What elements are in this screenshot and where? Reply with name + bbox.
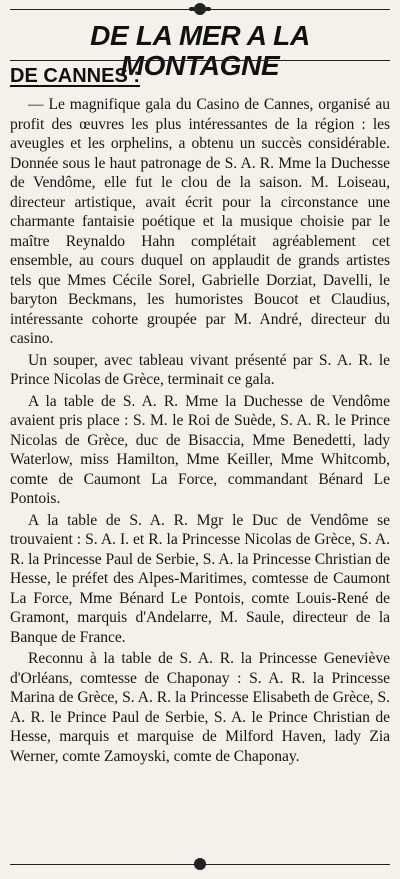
paragraph-table-duc: A la table de S. A. R. Mgr le Duc de Vendôme se trouvaient : S. A. I. et R. la Princesse Nicolas de Grèce, S. A. R. la Princesse Paul de Serbie, S. A. la Princesse Christian de Hesse, le préfet des Alpes-Maritimes, comtesse de Caumont La Force, Mme Bénard Le Pontois, comte Louis-René de Gramont, marquis d'Andelarre, M. Saule, directeur de la Banque de France. — [10, 511, 390, 646]
article-body — [10, 95, 390, 768]
headline-divider-rule — [10, 60, 390, 61]
paragraph-souper: Un souper, avec tableau vivant présenté par S. A. R. le Prince Nicolas de Grèce, terminait ce gala. — [10, 351, 390, 388]
paragraph-table-princesse: Reconnu à la table de S. A. R. la Princesse Geneviève d'Orléans, comtesse de Chaponay : S. A. R. la Princesse Marina de Grèce, S. A. R. la Princesse Elisabeth de Grèce, S. A. R. le Prince Paul de Serbie, S. A. le Prince Christian de Hesse, marquis et marquise de Milford Haven, lady Zia Werner, comte Zamoyski, comte de Chaponay. — [10, 650, 390, 765]
headline: DE LA MER A LA MONTAGNE — [90, 20, 310, 81]
paragraph-gala: — Le magnifique gala du Casino de Cannes, organisé au profit des œuvres les plus intéressantes de la région : les aveugles et les orphelins, a obtenu un succès considérable. Donnée sous le haut patronage de S. A. R. Mme la Duchesse de Vendôme, elle fut le clou de la saison. M. Loiseau, directeur artistique, avait écrit pour la circonstance une charmante fantaisie poétique et la musique choisie par le maître Reynaldo Hahn complétait agréablement cet ensemble, au cours duquel on applaudit de grands artistes tels que Mmes Cécile Sorel, Gabrielle Dorziat, Davelli, le baryton Beckmans, les humoristes Boucot et Claudius, intéressante cohorte groupée par M. André, directeur du casino. — [10, 96, 390, 347]
top-ornament-icon — [194, 3, 206, 15]
bottom-ornament-icon — [194, 858, 206, 870]
paragraph-table-duchesse: A la table de S. A. R. Mme la Duchesse de Vendôme avaient pris place : S. M. le Roi de Suède, S. A. R. le Prince Nicolas de Grèce, duc de Bisaccia, Mme Benedetti, lady Waterlow, miss Hamilton, Mme Keiller, Mme Whitcomb, comte de Caumont La Force, commandant Bénard Le Pontois. — [10, 392, 390, 507]
section-title: DE CANNES : — [10, 65, 141, 87]
